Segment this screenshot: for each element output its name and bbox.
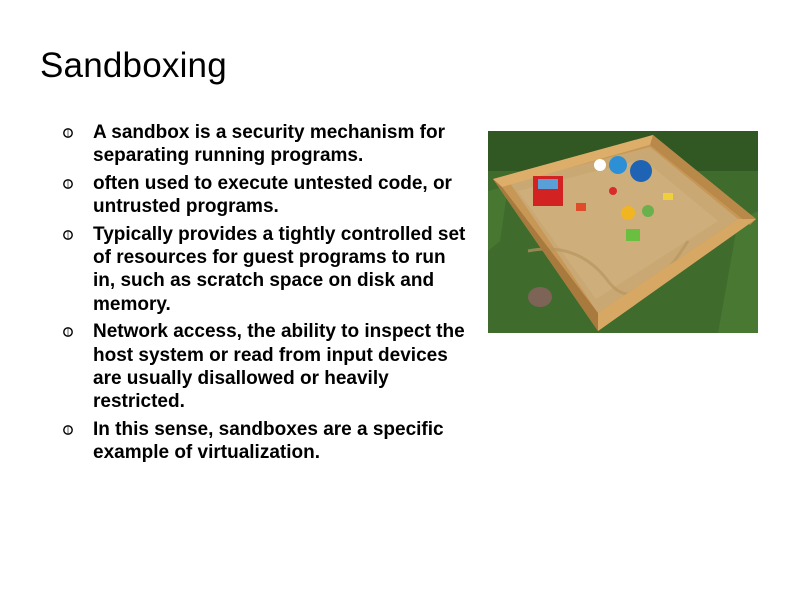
hollow-circle-bullet-icon — [62, 178, 74, 190]
bullet-item — [62, 172, 467, 219]
blue-bucket — [630, 160, 652, 182]
bullet-item — [62, 418, 467, 465]
stone — [528, 287, 552, 307]
sandbox-photo — [488, 131, 758, 333]
bullet-text: In this sense, sandboxes are a specific example of virtualization. — [93, 418, 444, 464]
red-toy — [576, 203, 586, 211]
yellow-shovel — [663, 193, 673, 200]
blue-toy — [609, 156, 627, 174]
hollow-circle-bullet-icon — [62, 326, 74, 338]
green-cup — [626, 229, 640, 241]
bullet-item — [62, 223, 467, 317]
slide-title: Sandboxing — [40, 46, 227, 85]
bullet-item — [62, 320, 467, 414]
hollow-circle-bullet-icon — [62, 229, 74, 241]
yellow-toy — [621, 206, 635, 220]
bullet-list — [62, 121, 467, 469]
red-ball — [609, 187, 617, 195]
hollow-circle-bullet-icon — [62, 424, 74, 436]
bullet-text: Network access, the ability to inspect the host system or read from input devices are usually disallowed or heavily restricted. — [93, 321, 465, 413]
blue-shovel — [538, 179, 558, 189]
bullet-text: A sandbox is a security mechanism for separating running programs. — [93, 122, 445, 167]
bullet-text: often used to execute untested code, or untrusted programs. — [93, 172, 452, 218]
bullet-text: Typically provides a tightly controlled set of resources for guest programs to run in, such as scratch space on disk and memory. — [93, 223, 466, 315]
hollow-circle-bullet-icon — [62, 127, 74, 139]
green-toy — [642, 205, 654, 217]
white-toy — [594, 159, 606, 171]
bullet-item — [62, 121, 467, 168]
